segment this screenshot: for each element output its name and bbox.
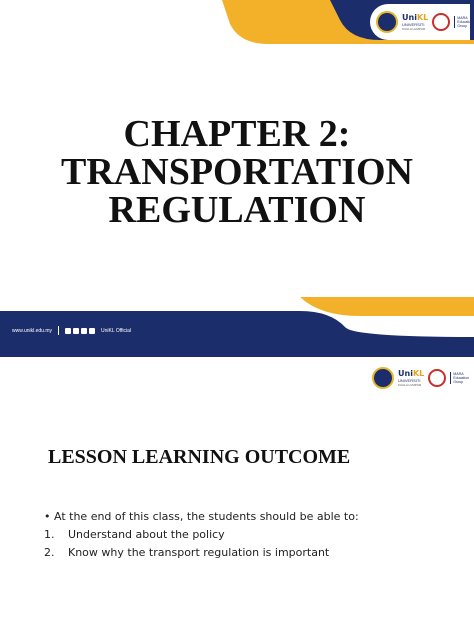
twitter-icon[interactable]	[73, 328, 79, 334]
logo-name: UNIVERSITI	[402, 21, 425, 27]
list-item	[44, 526, 359, 544]
logo-name: UNIVERSITI	[398, 377, 421, 383]
mara-crest-icon	[432, 13, 450, 31]
list-item	[44, 544, 359, 562]
unikl-logo	[370, 4, 474, 40]
instagram-icon[interactable]	[81, 328, 87, 334]
bullet-icon: •	[44, 510, 51, 523]
footer-official[interactable]: UniKL Official	[101, 327, 132, 334]
logo-brand: UniKL	[398, 368, 425, 378]
outcome-slide	[0, 316, 474, 632]
footer-info	[12, 326, 131, 335]
intro-text: At the end of this class, the students should be able to:	[54, 510, 359, 523]
logo-campus: KUALA LUMPUR	[398, 382, 422, 387]
outcome-list	[44, 508, 359, 562]
item-text: Understand about the policy	[68, 528, 225, 541]
item-number: 1.	[44, 528, 55, 541]
title-line-1: CHAPTER 2:	[123, 113, 351, 155]
chapter-title	[0, 115, 474, 229]
item-text: Know why the transport regulation is important	[68, 546, 330, 559]
social-icons	[65, 328, 95, 334]
logo-brand: UniKL	[402, 12, 429, 22]
unikl-logo-2	[366, 360, 470, 396]
youtube-icon[interactable]	[89, 328, 95, 334]
facebook-icon[interactable]	[65, 328, 71, 334]
logo-campus: KUALA LUMPUR	[402, 26, 426, 31]
unikl-crest-icon	[376, 11, 398, 33]
unikl-crest-icon	[372, 367, 394, 389]
item-number: 2.	[44, 546, 55, 559]
section-heading: LESSON LEARNING OUTCOME	[48, 446, 351, 468]
mara-label: MARA Education Group	[450, 372, 470, 384]
intro-line	[44, 508, 359, 526]
footer-website[interactable]: www.unikl.edu.my	[12, 327, 53, 334]
footer-divider	[58, 326, 59, 335]
mara-crest-icon	[428, 369, 446, 387]
title-line-3: REGULATION	[108, 189, 366, 231]
mara-label: MARA Education Group	[454, 16, 473, 28]
title-line-2: TRANSPORTATION	[61, 151, 413, 193]
